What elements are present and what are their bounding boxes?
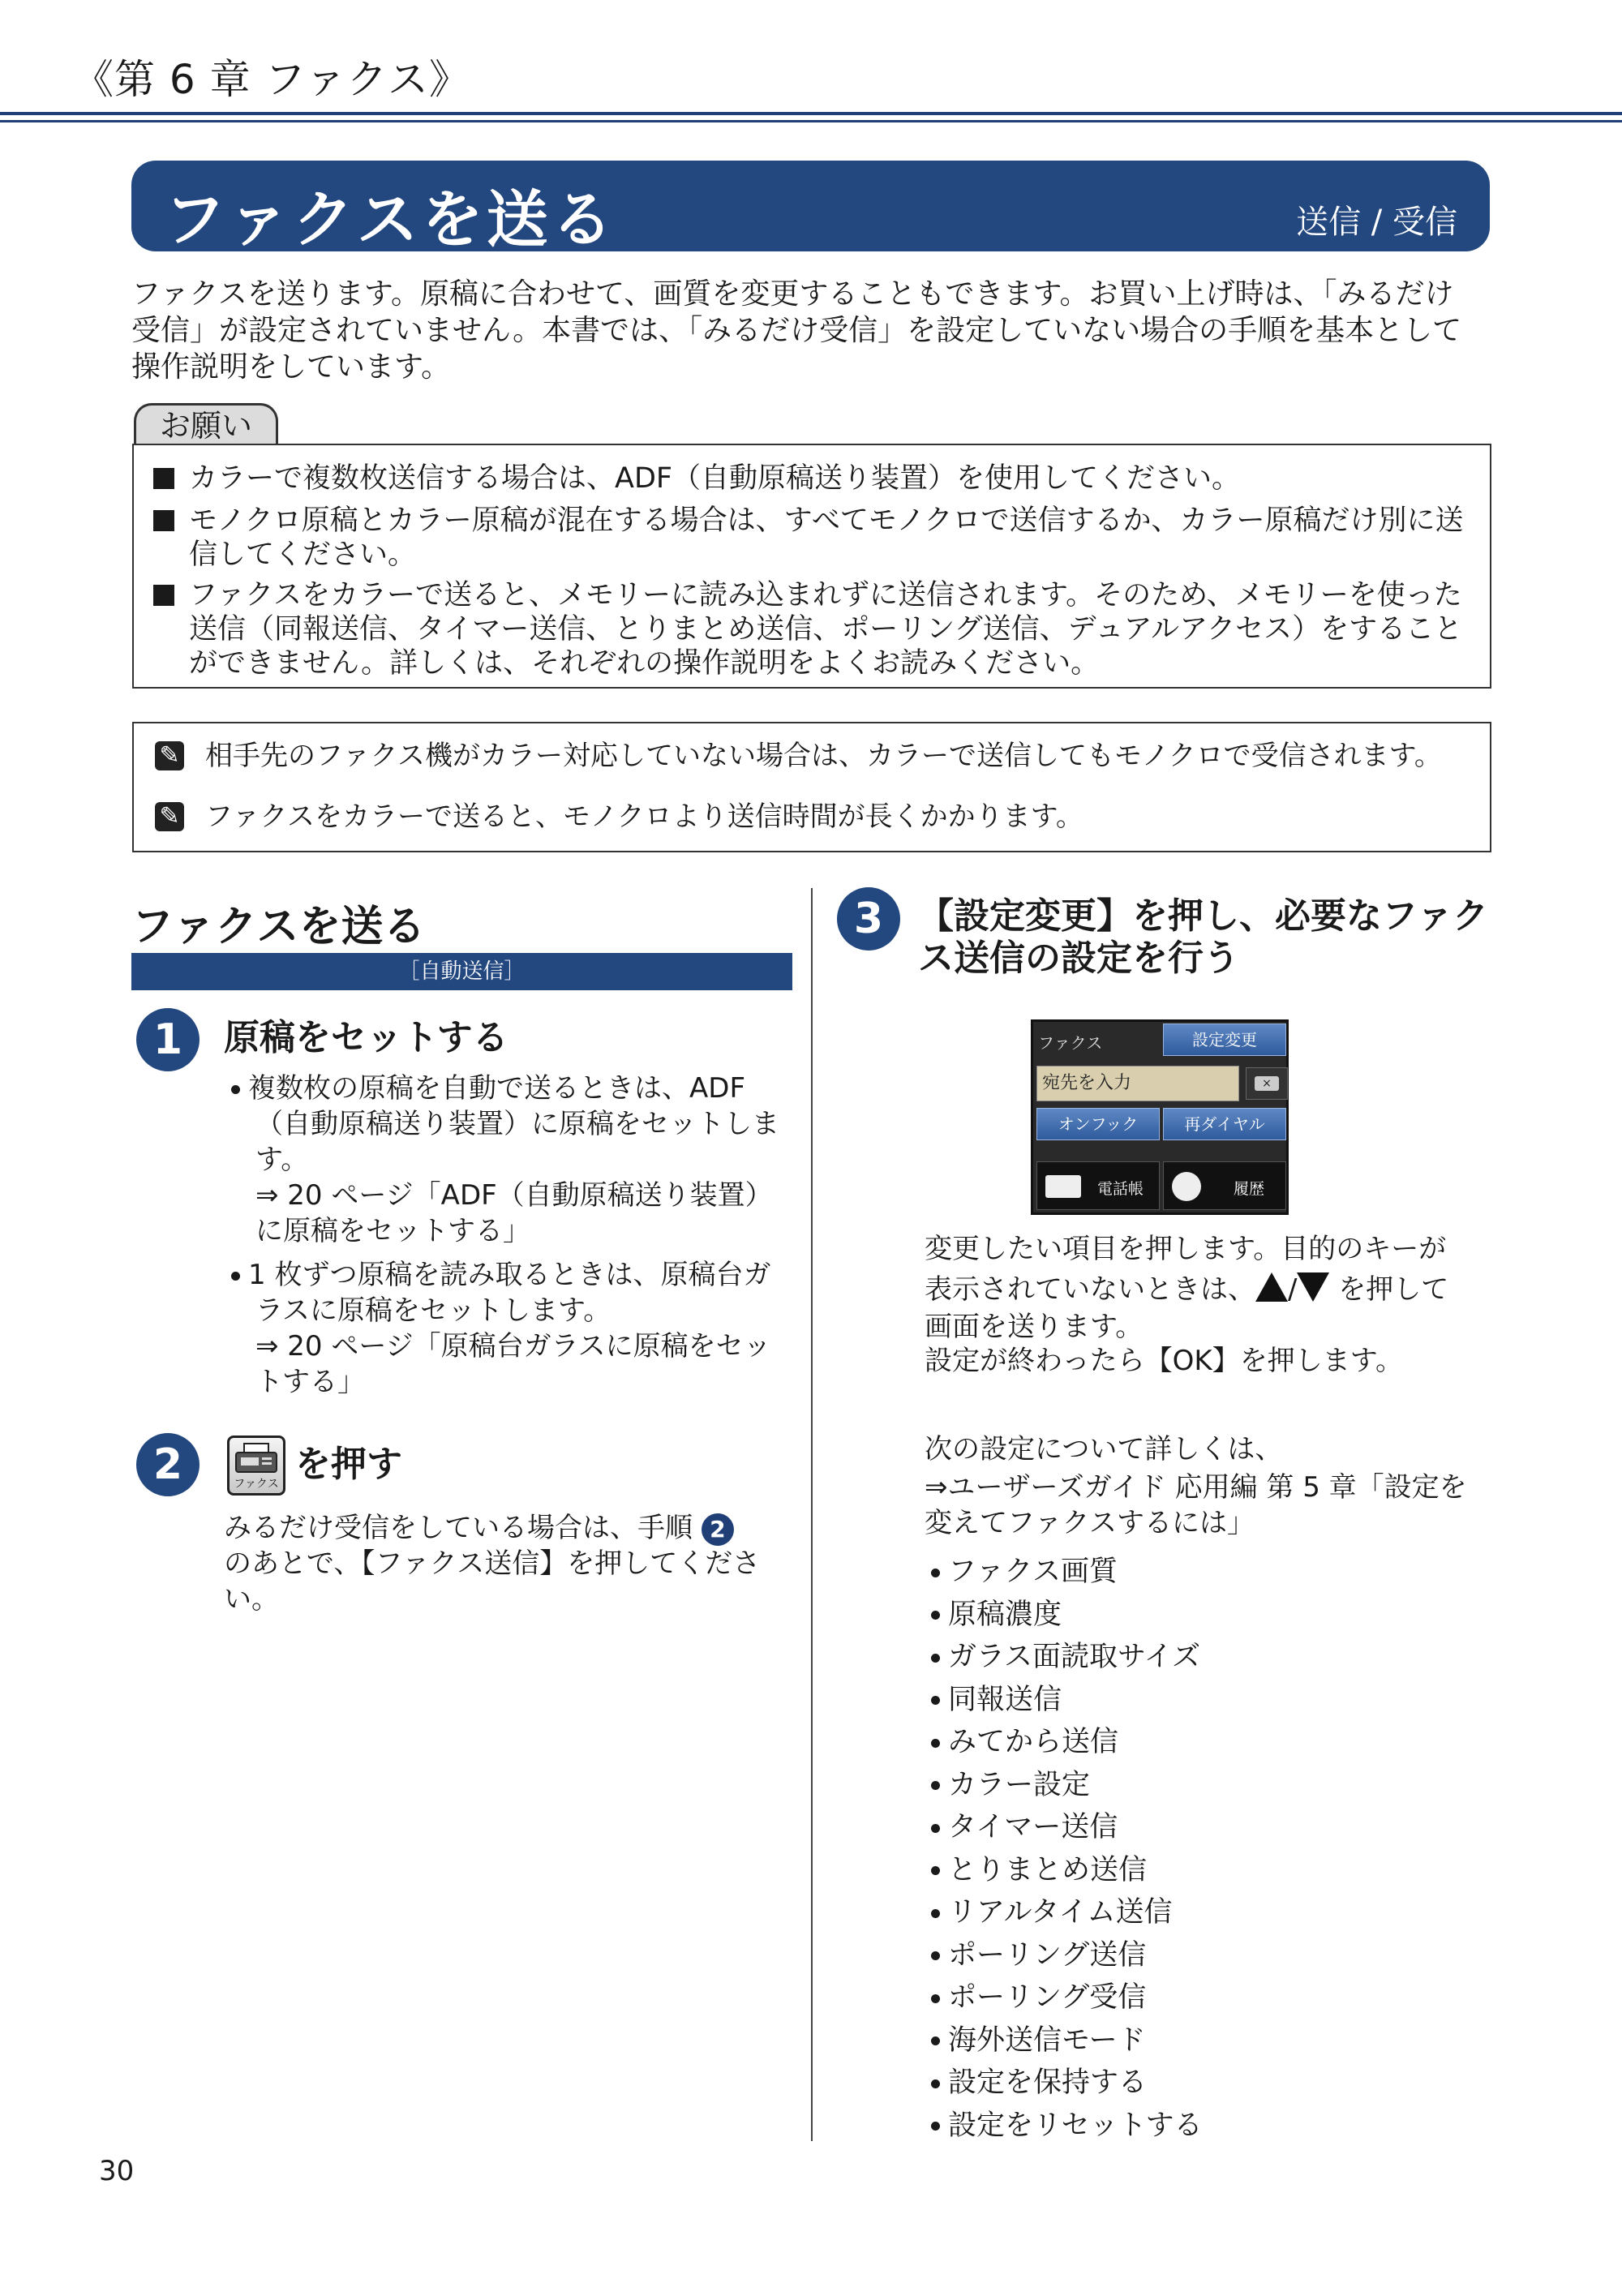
up-arrow-icon <box>1255 1272 1288 1302</box>
text-line: 次の設定について詳しくは、 <box>925 1433 1283 1466</box>
cross-reference: 変えてファクスするには」 <box>925 1507 1255 1539</box>
cross-reference: トする」 <box>255 1366 365 1398</box>
list-item <box>931 1764 1203 1807</box>
bullet-icon <box>231 1085 240 1094</box>
text-line: のあとで、【ファクス送信】を押してくださ <box>224 1547 761 1580</box>
chapter-title: 《第 6 章 ファクス》 <box>73 56 470 103</box>
step-number-1: 1 <box>136 1008 200 1071</box>
step-title-2: を押す <box>295 1444 402 1485</box>
list-item-text: 同報送信 <box>948 1683 1062 1716</box>
caution-line: ファクスをカラーで送ると、メモリーに読み込まれずに送信されます。そのため、メモリーを使った <box>189 579 1462 612</box>
separator: / <box>1288 1273 1298 1306</box>
caution-item <box>150 578 1480 680</box>
list-item <box>931 1934 1203 1977</box>
bullet-icon <box>931 1866 940 1875</box>
list-item <box>931 1806 1203 1849</box>
cross-reference: に原稿をセットする」 <box>255 1215 530 1247</box>
banner-subtitle: 送信 / 受信 <box>1296 204 1457 241</box>
list-item-text: 設定をリセットする <box>948 2109 1203 2142</box>
step2-text <box>224 1510 800 1617</box>
backspace-icon: × <box>1255 1076 1279 1091</box>
onhook-button[interactable]: オンフック <box>1036 1108 1160 1140</box>
list-item-text: ポーリング受信 <box>948 1981 1147 2014</box>
bullet-icon <box>931 1781 940 1790</box>
note-item <box>155 800 1083 833</box>
square-bullet-icon <box>153 585 174 606</box>
clock-icon <box>1172 1172 1201 1201</box>
page-banner <box>131 161 1490 255</box>
section-title: ファクスを送る <box>131 903 426 951</box>
section-bar: ［自動送信］ <box>131 953 792 990</box>
caution-item <box>150 504 1480 572</box>
list-item <box>931 1551 1203 1594</box>
intro-paragraph <box>131 276 1494 385</box>
settings-list <box>931 1551 1203 2147</box>
caution-line: モノクロ原稿とカラー原稿が混在する場合は、すべてモノクロで送信するか、カラー原稿だけ別に送 <box>189 504 1464 537</box>
list-item-text: みてから送信 <box>948 1726 1119 1758</box>
note-box <box>132 722 1491 852</box>
bullet-icon <box>931 1611 940 1620</box>
step-number-3: 3 <box>837 887 900 951</box>
intro-line: ファクスを送ります。原稿に合わせて、画質を変更することもできます。お買い上げ時は、「みるだけ <box>131 277 1454 311</box>
list-item-text: 設定を保持する <box>948 2066 1148 2099</box>
step3-instructions <box>925 1229 1508 1378</box>
note-item <box>155 740 1442 772</box>
text-line: い。 <box>224 1583 279 1616</box>
bullet-icon <box>931 2079 940 2088</box>
list-item <box>931 1891 1203 1934</box>
bullet-icon <box>931 1909 940 1918</box>
phonebook-label: 電話帳 <box>1097 1180 1144 1198</box>
text-line: みるだけ受信をしている場合は、手順 <box>224 1512 693 1544</box>
list-item-text: 原稿濃度 <box>948 1598 1062 1631</box>
list-item <box>931 1594 1203 1637</box>
square-bullet-icon <box>153 468 174 489</box>
bullet-icon <box>931 1824 940 1833</box>
list-item-text: タイマー送信 <box>948 1811 1118 1843</box>
text-line: す。 <box>255 1144 309 1176</box>
touch-panel-screen <box>1031 1019 1289 1215</box>
text-line: 変更したい項目を押します。目的のキーが <box>925 1233 1447 1265</box>
list-item <box>931 1721 1203 1764</box>
list-item <box>931 2019 1203 2062</box>
page-number: 30 <box>99 2155 135 2187</box>
caution-line: ができません。詳しくは、それぞれの操作説明をよくお読みください。 <box>189 647 1100 680</box>
header-rule-top <box>0 112 1622 115</box>
memo-pencil-icon: ✎ <box>155 802 184 831</box>
phonebook-icon <box>1045 1175 1081 1198</box>
step-title-1: 原稿をセットする <box>224 1017 508 1058</box>
list-item <box>931 1976 1203 2019</box>
bullet-icon <box>931 1951 940 1960</box>
step1-bullet-glass <box>231 1257 799 1400</box>
step-title-3 <box>918 895 1502 980</box>
bullet-icon <box>931 1569 940 1577</box>
intro-line: 操作説明をしています。 <box>131 350 451 384</box>
caution-line: カラーで複数枚送信する場合は、ADF（自動原稿送り装置）を使用してください。 <box>189 462 1241 495</box>
more-info <box>925 1429 1508 1541</box>
step-number-2: 2 <box>136 1433 200 1496</box>
intro-line: 受信」が設定されていません。本書では、「みるだけ受信」を設定していない場合の手順を基本として <box>131 314 1462 347</box>
bullet-icon <box>931 2122 940 2131</box>
fax-machine-icon <box>230 1441 283 1477</box>
column-divider <box>811 888 813 2141</box>
bullet-icon <box>931 1696 940 1705</box>
square-bullet-icon <box>153 510 174 531</box>
list-item-text: リアルタイム送信 <box>948 1896 1173 1929</box>
list-item <box>931 2105 1203 2148</box>
bullet-icon <box>931 1994 940 2003</box>
text-line: 表示されていないときは、 <box>925 1273 1255 1306</box>
bullet-icon <box>931 2036 940 2045</box>
list-item-text: ポーリング送信 <box>948 1938 1147 1972</box>
text-line: 1 枚ずつ原稿を読み取るときは、原稿台ガ <box>248 1259 771 1291</box>
header-rule-bottom <box>0 120 1622 122</box>
fax-key-label: ファクス <box>234 1478 279 1491</box>
caution-tab: お願い <box>134 403 278 444</box>
caution-line: 信してください。 <box>189 539 417 571</box>
memo-pencil-icon: ✎ <box>155 741 184 770</box>
text-line: を押して <box>1329 1273 1449 1306</box>
caution-line: 送信（同報送信、タイマー送信、とりまとめ送信、ポーリング送信、デュアルアクセス）をすること <box>189 613 1463 646</box>
banner-title: ファクスを送る <box>164 183 616 255</box>
list-item <box>931 1679 1203 1722</box>
list-item-text: カラー設定 <box>948 1768 1091 1801</box>
list-item-text: 海外送信モード <box>948 2023 1146 2057</box>
list-item-text: とりまとめ送信 <box>948 1853 1148 1886</box>
cross-reference: ⇒ユーザーズガイド 応用編 第 5 章「設定を <box>925 1471 1467 1504</box>
list-item-text: ガラス面読取サイズ <box>948 1641 1201 1673</box>
step-ref-badge: 2 <box>702 1513 734 1546</box>
text-line: 複数枚の原稿を自動で送るときは、ADF <box>248 1072 745 1105</box>
destination-input[interactable]: 宛先を入力 <box>1036 1066 1239 1101</box>
step1-bullet-ADF <box>231 1071 799 1249</box>
settings-change-button[interactable]: 設定変更 <box>1163 1024 1286 1056</box>
history-label: 履歴 <box>1234 1180 1265 1198</box>
step-title-line: ス送信の設定を行う <box>918 938 1239 979</box>
cross-reference: ⇒ 20 ページ「原稿台ガラスに原稿をセッ <box>255 1330 771 1363</box>
cross-reference: ⇒ 20 ページ「ADF（自動原稿送り装置） <box>255 1179 773 1212</box>
list-item-text: ファクス画質 <box>948 1556 1118 1588</box>
list-item <box>931 1636 1203 1679</box>
list-item <box>931 1849 1203 1892</box>
caution-item <box>150 461 1480 496</box>
text-line: 画面を送ります。 <box>925 1311 1144 1343</box>
text-line: 設定が終わったら【OK】を押します。 <box>925 1345 1403 1377</box>
redial-button[interactable]: 再ダイヤル <box>1163 1108 1286 1140</box>
down-arrow-icon <box>1297 1272 1329 1302</box>
phonebook-button[interactable] <box>1036 1161 1160 1210</box>
caution-box <box>132 444 1491 689</box>
note-text: ファクスをカラーで送ると、モノクロより送信時間が長くかかります。 <box>205 800 1083 833</box>
note-text: 相手先のファクス機がカラー対応していない場合は、カラーで送信してもモノクロで受信されます。 <box>205 740 1442 772</box>
fax-key-icon <box>227 1436 285 1496</box>
text-line: （自動原稿送り装置）に原稿をセットしま <box>255 1108 779 1140</box>
lcd-title: ファクス <box>1038 1033 1103 1053</box>
bullet-icon <box>931 1739 940 1748</box>
text-line: ラスに原稿をセットします。 <box>255 1294 611 1327</box>
step-title-line: 【設定変更】を押し、必要なファク <box>918 895 1489 937</box>
delete-key[interactable] <box>1246 1067 1288 1100</box>
list-item <box>931 2062 1203 2105</box>
history-button[interactable] <box>1163 1161 1286 1210</box>
bullet-icon <box>231 1272 240 1281</box>
bullet-icon <box>931 1654 940 1663</box>
